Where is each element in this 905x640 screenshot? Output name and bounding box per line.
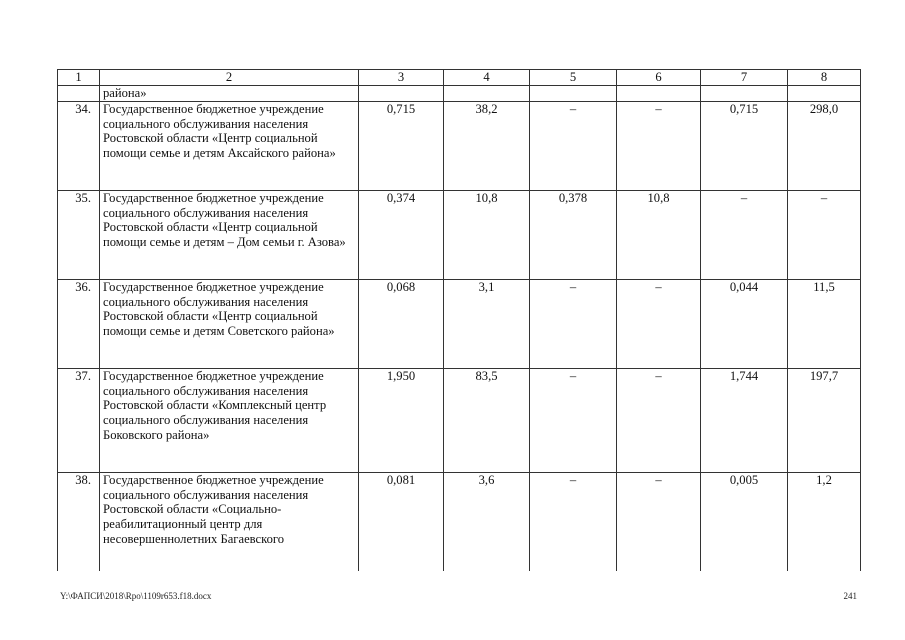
data-table [57,69,861,571]
value-cell-col8: 298,0 [788,102,861,191]
value-cell-col4: 83,5 [444,369,530,473]
header-row [58,70,861,86]
value-cell-col4: 3,1 [444,280,530,369]
value-cell-col6: – [617,102,701,191]
value-cell-col5: – [530,473,617,572]
table-row [58,280,861,369]
row-number-cell: 38. [58,473,100,572]
footer-file-path: Y:\ФАПСИ\2018\Rpo\1109r653.f18.docx [60,591,212,601]
header-cell-8: 8 [788,70,861,86]
continuation-row [58,86,861,102]
row-number-cell: 37. [58,369,100,473]
value-cell [788,86,861,102]
value-cell [359,86,444,102]
value-cell-col3: 0,081 [359,473,444,572]
header-cell-3: 3 [359,70,444,86]
value-cell-col6: 10,8 [617,191,701,280]
value-cell-col3: 1,950 [359,369,444,473]
value-cell-col7: – [701,191,788,280]
header-cell-5: 5 [530,70,617,86]
row-number-cell: 35. [58,191,100,280]
value-cell-col5: – [530,280,617,369]
row-number-cell [58,86,100,102]
value-cell-col8: 1,2 [788,473,861,572]
table-row [58,473,861,572]
value-cell-col6: – [617,369,701,473]
value-cell-col8: – [788,191,861,280]
header-cell-1: 1 [58,70,100,86]
value-cell-col7: 0,005 [701,473,788,572]
value-cell-col4: 10,8 [444,191,530,280]
value-cell-col5: 0,378 [530,191,617,280]
institution-name-cell: Государственное бюджетное учреждение социального обслуживания населения Ростовской области «Социально-реабилитационный центр для несовершеннолетних Багаевского [100,473,359,572]
value-cell [444,86,530,102]
header-cell-7: 7 [701,70,788,86]
row-number-cell: 34. [58,102,100,191]
value-cell-col6: – [617,473,701,572]
value-cell-col4: 3,6 [444,473,530,572]
row-number-cell: 36. [58,280,100,369]
value-cell-col5: – [530,369,617,473]
value-cell [701,86,788,102]
institution-name-cell: Государственное бюджетное учреждение социального обслуживания населения Ростовской области «Центр социальной помощи семье и детям Советского района» [100,280,359,369]
header-cell-6: 6 [617,70,701,86]
value-cell-col7: 0,715 [701,102,788,191]
institution-name-cell: Государственное бюджетное учреждение социального обслуживания населения Ростовской области «Центр социальной помощи семье и детям Аксайского района» [100,102,359,191]
value-cell-col7: 1,744 [701,369,788,473]
footer-page-number: 241 [843,591,857,601]
value-cell-col3: 0,068 [359,280,444,369]
table-row [58,369,861,473]
institution-name-cell: Государственное бюджетное учреждение социального обслуживания населения Ростовской области «Центр социальной помощи семье и детям – Дом семьи г. Азова» [100,191,359,280]
value-cell-col4: 38,2 [444,102,530,191]
table-row [58,191,861,280]
table-row [58,102,861,191]
institution-name-cell: Государственное бюджетное учреждение социального обслуживания населения Ростовской области «Комплексный центр социального обслуживания населения Боковского района» [100,369,359,473]
value-cell-col8: 197,7 [788,369,861,473]
header-cell-2: 2 [100,70,359,86]
value-cell [617,86,701,102]
header-cell-4: 4 [444,70,530,86]
value-cell-col8: 11,5 [788,280,861,369]
institution-name-cell: района» [100,86,359,102]
value-cell-col3: 0,715 [359,102,444,191]
value-cell-col5: – [530,102,617,191]
value-cell-col6: – [617,280,701,369]
value-cell-col7: 0,044 [701,280,788,369]
value-cell-col3: 0,374 [359,191,444,280]
value-cell [530,86,617,102]
